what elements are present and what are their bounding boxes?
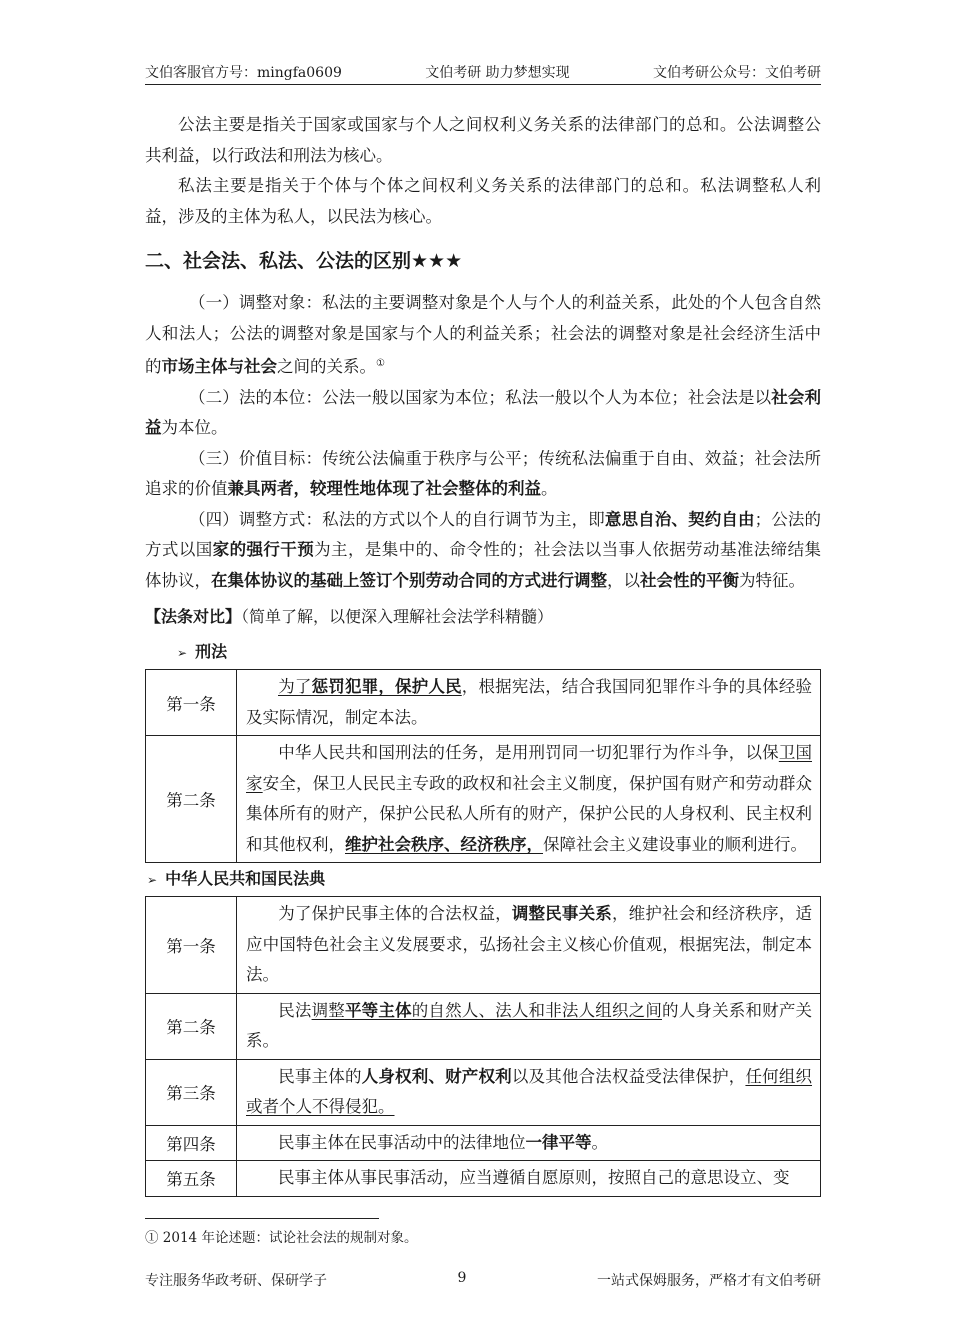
article-text: 民事主体从事民事活动，应当遵循自愿原则，按照自己的意思设立、变 <box>237 1161 821 1197</box>
page-content <box>145 110 821 1197</box>
table-row <box>146 1059 821 1125</box>
article-number: 第一条 <box>146 897 237 994</box>
article-number: 第二条 <box>146 993 237 1059</box>
article-number: 第四条 <box>146 1125 237 1161</box>
point-adjust-method: （四）调整方式：私法的方式以个人的自行调节为主，即意思自治、契约自由；公法的方式以国家的强行干预为主，是集中的、命令性的；社会法以当事人依据劳动基准法缔结集体协议，在集体协议的基础上签订个别劳动合同的方式进行调整，以社会性的平衡为特征。 <box>145 509 822 590</box>
article-number: 第二条 <box>146 736 237 863</box>
header-left: 文伯客服官方号：mingfa0609 <box>145 65 342 81</box>
footnote-divider <box>145 1218 379 1219</box>
table-row <box>146 1161 821 1197</box>
article-text: 为了保护民事主体的合法权益，调整民事关系，维护社会和经济秩序，适应中国特色社会主义发展要求，弘扬社会主义核心价值观，根据宪法，制定本法。 <box>237 897 821 994</box>
law-compare-label: 【法条对比】 <box>145 607 242 626</box>
footer-right: 一站式保姆服务，严格才有文伯考研 <box>596 1273 821 1289</box>
article-text: 民事主体在民事活动中的法律地位一律平等。 <box>237 1125 821 1161</box>
point-adjust-object: （一）调整对象：私法的主要调整对象是个人与个人的利益关系，此处的个人包含自然人和法人；公法的调整对象是国家与个人的利益关系；社会法的调整对象是社会经济生活中的市场主体与社会之间的关系。① <box>145 293 821 376</box>
page-footer <box>145 1270 821 1290</box>
article-text: 为了惩罚犯罪，保护人民，根据宪法，结合我国同犯罪作斗争的具体经验及实际情况，制定本法。 <box>237 670 821 736</box>
intro-paragraph-public-law: 公法主要是指关于国家或国家与个人之间权利义务关系的法律部门的总和。公法调整公共利益，以行政法和刑法为核心。 <box>145 115 821 165</box>
table-row <box>146 736 821 863</box>
page-number: 9 <box>457 1270 467 1286</box>
table-row <box>146 1125 821 1161</box>
article-number: 第三条 <box>146 1059 237 1125</box>
header-right: 文伯考研公众号：文伯考研 <box>653 65 821 81</box>
article-number: 第一条 <box>146 670 237 736</box>
table-row <box>146 670 821 736</box>
civil-code-table <box>145 896 821 1197</box>
intro-paragraph-private-law: 私法主要是指关于个体与个体之间权利义务关系的法律部门的总和。私法调整私人利益，涉及的主体为私人，以民法为核心。 <box>145 176 821 226</box>
point-value-goal: （三）价值目标：传统公法偏重于秩序与公平；传统私法偏重于自由、效益；社会法所追求的价值兼具两者，较理性地体现了社会整体的利益。 <box>145 448 821 498</box>
header-center: 文伯考研 助力梦想实现 <box>425 65 570 81</box>
point-law-standard: （二）法的本位：公法一般以国家为本位；私法一般以个人为本位；社会法是以社会利益为本位。 <box>145 387 822 437</box>
law-compare-note: （简单了解，以便深入理解社会法学科精髓） <box>241 607 554 626</box>
table-row <box>146 897 821 994</box>
arrow-bullet-icon: ➢ <box>147 873 158 887</box>
civil-code-heading: ➢ 中华人民共和国民法典 <box>147 869 326 888</box>
criminal-law-table <box>145 669 821 863</box>
footnote: ① 2014 年论述题：试论社会法的规制对象。 <box>145 1230 418 1246</box>
arrow-bullet-icon: ➢ <box>177 646 188 660</box>
article-text: 民事主体的人身权利、财产权利以及其他合法权益受法律保护，任何组织或者个人不得侵犯。 <box>237 1059 821 1125</box>
section-title: 二、社会法、私法、公法的区别★★★ <box>145 250 463 272</box>
law-compare-heading <box>145 602 821 632</box>
article-text: 民法调整平等主体的自然人、法人和非法人组织之间的人身关系和财产关系。 <box>237 993 821 1059</box>
footer-left: 专注服务华政考研、保研学子 <box>145 1273 327 1289</box>
page-header <box>145 60 821 85</box>
article-text: 中华人民共和国刑法的任务，是用刑罚同一切犯罪行为作斗争，以保卫国家安全，保卫人民民主专政的政权和社会主义制度，保护国有财产和劳动群众集体所有的财产，保护公民私人所有的财产，保护公民的人身权利、民主权利和其他权利，维护社会秩序、经济秩序，保障社会主义建设事业的顺利进行。 <box>237 736 821 863</box>
criminal-law-heading: ➢ 刑法 <box>177 642 228 661</box>
table-row <box>146 993 821 1059</box>
footnote-ref[interactable]: ① <box>376 358 385 369</box>
article-number: 第五条 <box>146 1161 237 1197</box>
